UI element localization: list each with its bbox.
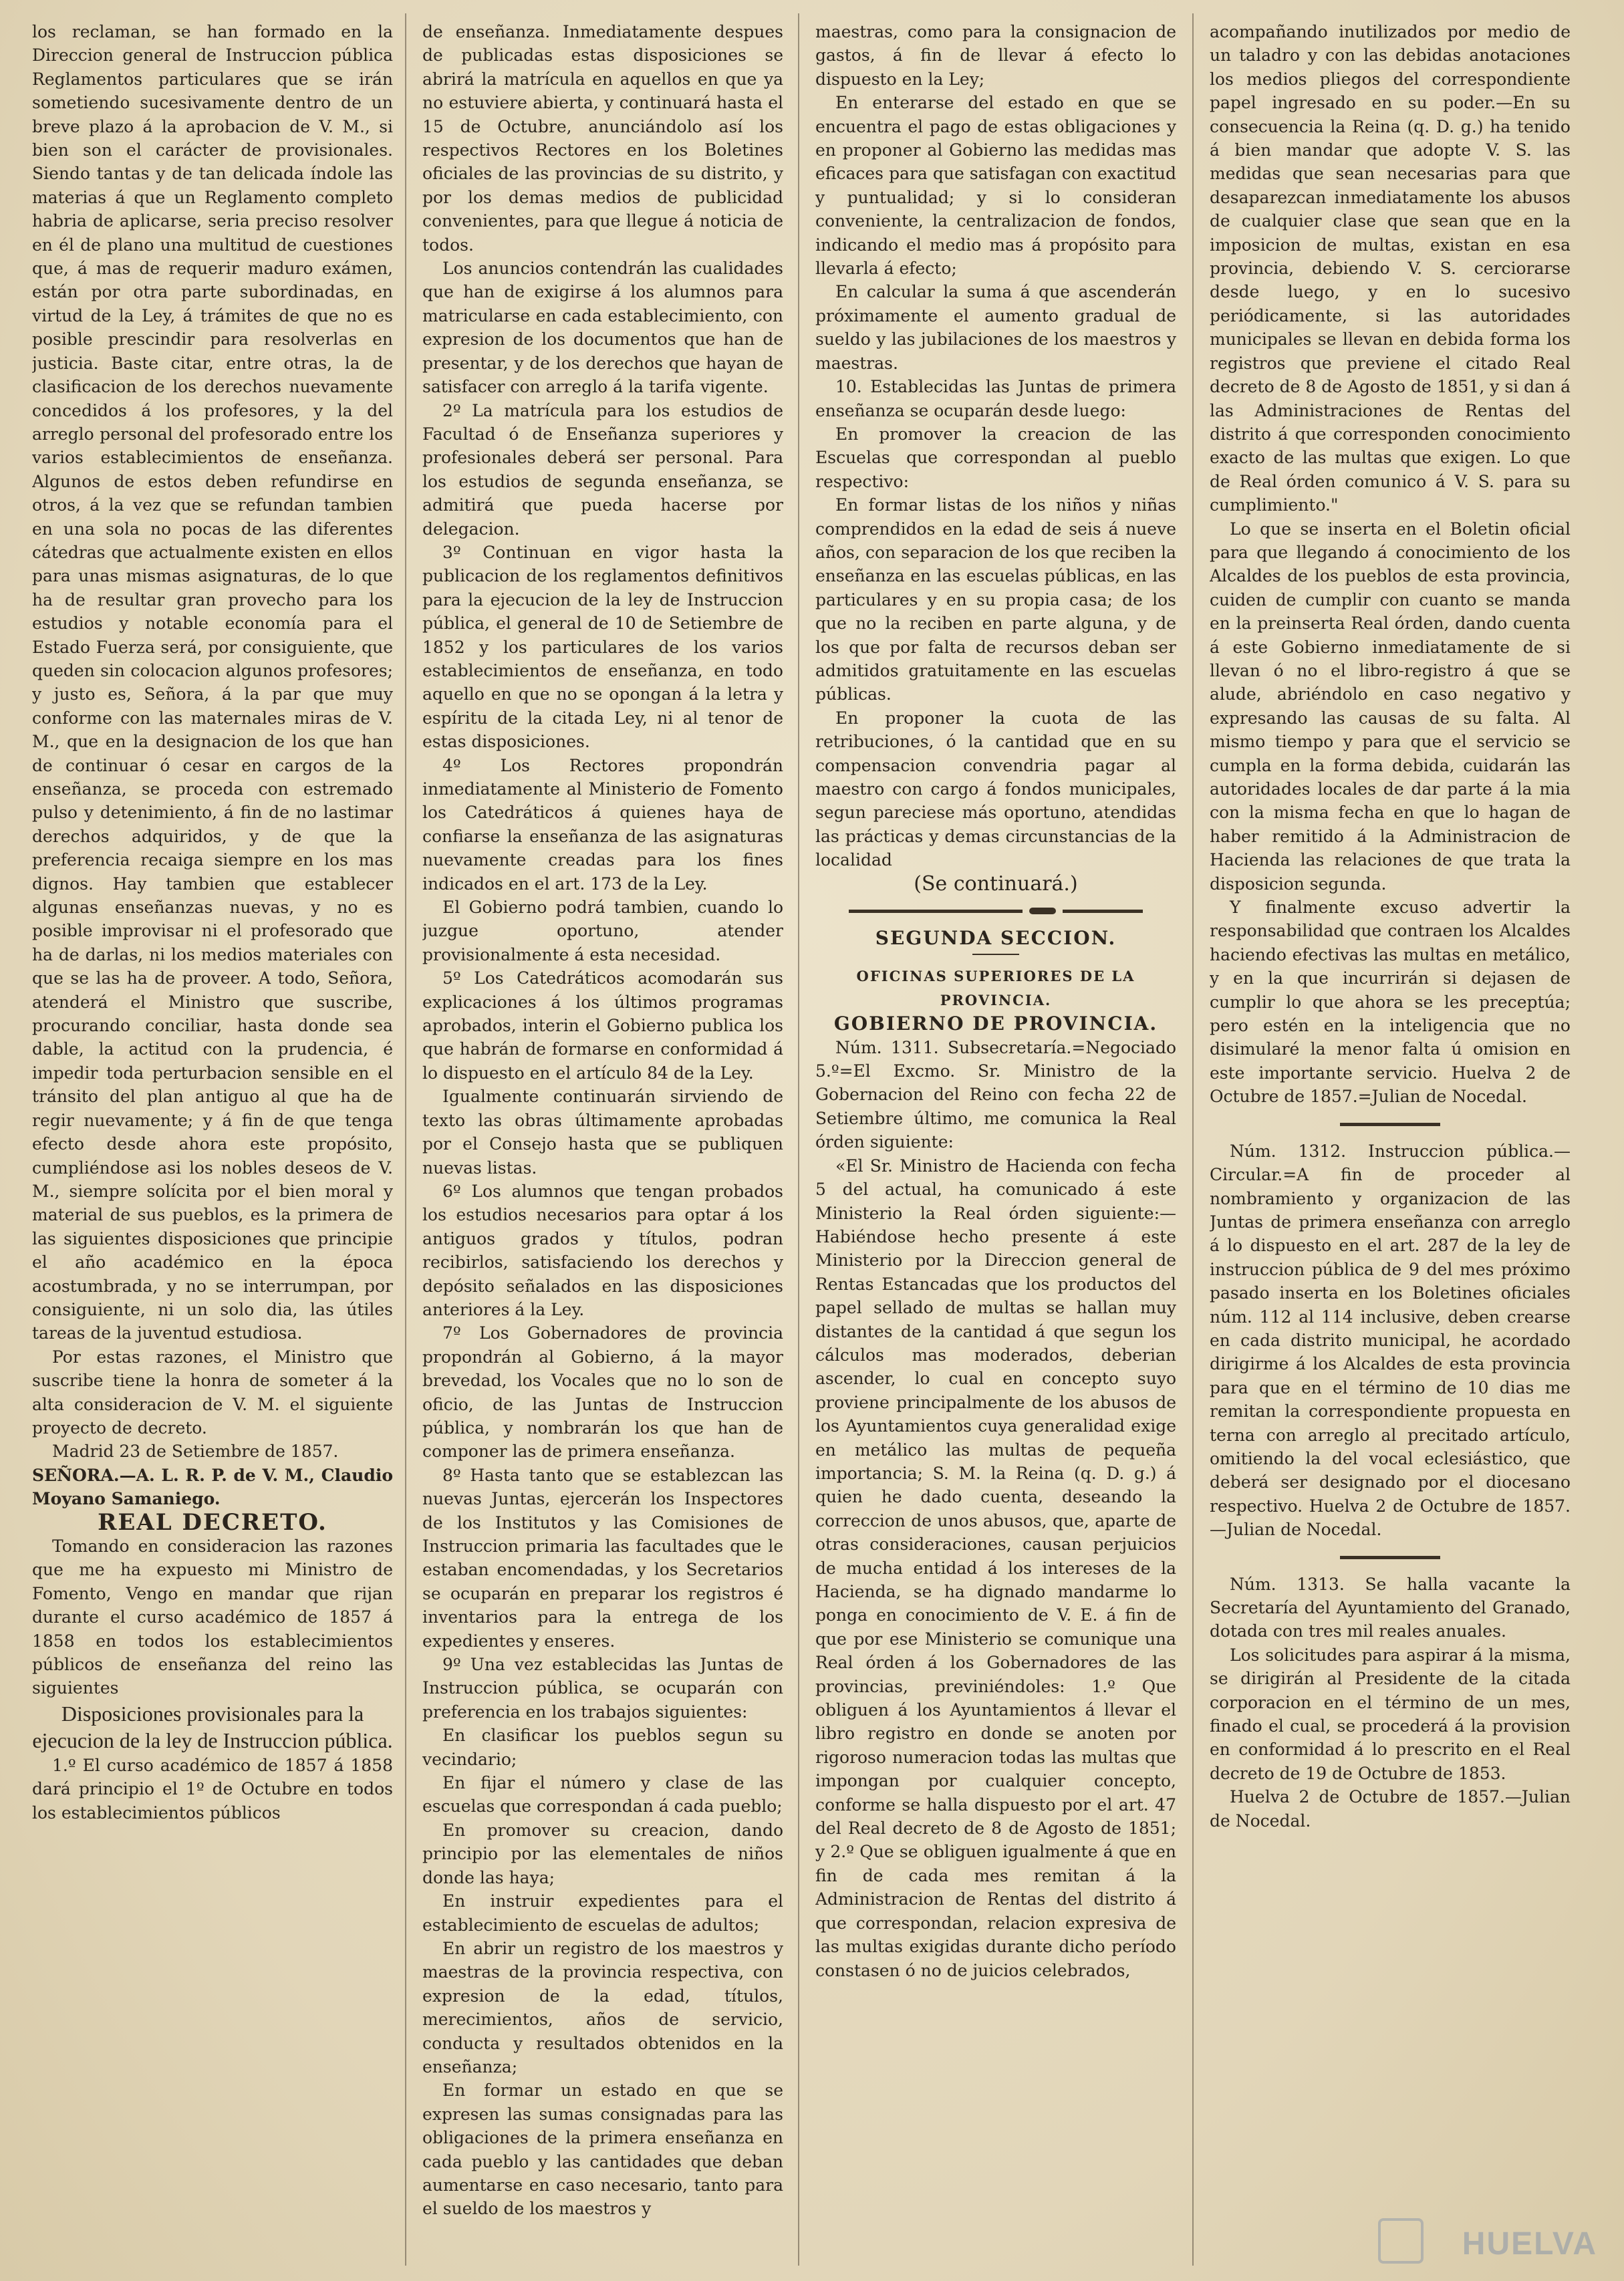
column-divider	[405, 13, 406, 2266]
paragraph: En proponer la cuota de las retribuciones, ó la cantidad que en su compensacion convendria pagar al maestro con cargo á fondos municipales, segun pareciese más oportuno, atendidas las prácticas y demas circunstancias de la localidad	[815, 708, 1176, 870]
paragraph: «El Sr. Ministro de Hacienda con fecha 5 del actual, ha comunicado á este Ministerio la Real órden siguiente:—Habiéndose hecho presente á este Ministerio por la Direccion general de Rentas Estancadas que los productos del papel sellado de multas se hallan muy distantes de la cantidad á que segun los cálculos mas moderados, deberian ascender, lo cual en concepto suyo proviene principalmente de los abusos de los Ayuntamientos cuya generalidad exige en metálico las multas de pequeña importancia; S. M. la Reina (q. D. g.) á quien he dado cuenta, deseando la correccion de unos abusos, que, aparte de otras consideraciones, causan perjuicios de mucha entidad á los intereses de la Hacienda, se ha dignado mandarme lo ponga en conocimiento de V. E. á fin de que por ese Ministerio se comunique una Real órden á los Gobernadores de las provincias, previniéndoles: 1.º Que obliguen á los Ayuntamientos á llevar el libro registro en donde se anoten por rigoroso numeracion todas las multas que impongan por cualquier concepto, conforme se halla dispuesto por el art. 47 del Real decreto de 8 de Agosto de 1851; y 2.º Que se obliguen igualmente á que en fin de cada mes remitan á la Administracion de Rentas del distrito á que correspondan, relacion expresiva de las multas exigidas durante dicho período constasen ó no de juicios celebrados,	[815, 1156, 1176, 1980]
paragraph: En clasificar los pueblos segun su vecindario;	[422, 1726, 783, 1769]
paragraph: 1.º El curso académico de 1857 á 1858 dará principio el 1º de Octubre en todos los establecimientos públicos	[32, 1755, 393, 1823]
paragraph: 10. Establecidas las Juntas de primera enseñanza se ocuparán desde luego:	[815, 377, 1176, 420]
paragraph: 2º La matrícula para los estudios de Facultad ó de Enseñanza superiores y profesionales deberá ser personal. Para los estudios de segunda enseñanza, se admitirá que pueda hacerse por delegacion.	[422, 400, 783, 539]
subheading: GOBIERNO DE PROVINCIA.	[833, 1013, 1158, 1035]
paragraph: 3º Continuan en vigor hasta la publicacion de los reglamentos definitivos para la ejecucion de la ley de Instruccion pública, el general de 10 de Setiembre de 1852 y los particulares de los varios establecimientos de enseñanza, en todo aquello en que no se opongan á la letra y espíritu de la citada Ley, ni al tenor de estas disposiciones.	[422, 542, 783, 752]
paragraph: En formar listas de los niños y niñas comprendidos en la edad de seis á nueve años, con separacion de los que reciben la enseñanza en las escuelas públicas, en las particulares y en su propia casa; de los que no la reciben en parte alguna, y de los que por falta de recursos deban ser admitidos gratuitamente en las escuelas públicas.	[815, 495, 1176, 704]
paragraph: Igualmente continuarán sirviendo de texto las obras últimamente aprobadas por el Consejo hasta que se publiquen nuevas listas.	[422, 1087, 783, 1178]
paragraph: En promover su creacion, dando principio por las elementales de niños donde las haya;	[422, 1820, 783, 1887]
paragraph: 4º Los Rectores propondrán inmediatamente al Ministerio de Fomento los Catedráticos á quienes haya de confiarse la enseñanza de las asignaturas nuevamente creadas para los fines indicados en el art. 173 de la Ley.	[422, 755, 783, 894]
column-3	[815, 20, 1176, 2259]
column-2	[422, 20, 783, 2259]
paragraph: En instruir expedientes para el establecimiento de escuelas de adultos;	[422, 1891, 783, 1935]
paragraph: los reclaman, se han formado en la Direccion general de Instruccion pública Reglamentos particulares que se irán sometiendo sucesivamente dentro de un breve plazo á la aprobacion de V. M., si bien son el carácter de provisionales. Siendo tantas y de tan delicada índole las materias á que un Reglamento completo habria de aplicarse, seria preciso resolver en él de plano una multitud de cuestiones que, á mas de requerir maduro exámen, están por otra parte subordinadas, en virtud de la Ley, á trámites de que no es posible prescindir para resolverlas en justicia. Baste citar, entre otras, la de clasificacion de los derechos nuevamente concedidos á los profesores, y la del arreglo personal del profesorado entre los varios establecimientos de enseñanza. Algunos de estos deben refundirse en otros, á la vez que se refundan tambien en una sola no pocas de las diferentes cátedras que actualmente existen en ellos para unas mismas asignaturas, de lo que ha de resultar gran provecho para los estudios y notable economía para el Estado Fuerza será, por consiguiente, que queden sin colocacion algunos profesores; y justo es, Señora, á la par que muy conforme con las maternales miras de V. M., que en la designacion de los que han de continuar ó cesar en cargos de la enseñanza, se proceda con estremado pulso y detenimiento, á fin de no lastimar derechos adquiridos, y de que la preferencia recaiga siempre en los mas dignos. Hay tambien que establecer algunas enseñanzas nuevas, y no es posible improvisar ni el profesorado que ha de darlas, ni los medios materiales con que se las ha de proveer. A todo, Señora, atenderá el Ministro que suscribe, procurando conciliar, hasta donde sea dable, la actitud con la prudencia, é impedir toda perturbacion sensible en el tránsito del plan antiguo al que ha de regir nuevamente; y á fin de que tenga efecto desde ahora este propósito, cumpliéndose asi los nobles deseos de V. M., siempre solícita por el bien moral y material de sus pueblos, es la primera de las siguientes disposiciones que principie el año académico en la época acostumbrada, y no se interrumpan, por consiguiente, ni un solo dia, las útiles tareas de la juventud estudiosa.	[32, 22, 393, 1343]
subheading: OFICINAS SUPERIORES DE LA PROVINCIA.	[856, 968, 1135, 1009]
paragraph: Huelva 2 de Octubre de 1857.—Julian de Nocedal.	[1210, 1787, 1571, 1831]
short-rule	[972, 954, 1019, 955]
column-1	[32, 20, 393, 2259]
paragraph: En promover la creacion de las Escuelas que correspondan al pueblo respectivo:	[815, 424, 1176, 491]
date-line: Madrid 23 de Setiembre de 1857.	[52, 1442, 339, 1462]
paragraph: 5º Los Catedráticos acomodarán sus explicaciones á los últimos programas aprobados, interin el Gobierno publica los que habrán de formarse en conformidad á lo dispuesto en el artículo 84 de la Ley.	[422, 968, 783, 1083]
column-divider	[798, 13, 799, 2266]
paragraph: Tomando en consideracion las razones que me ha expuesto mi Ministro de Fomento, Vengo en mandar que rijan durante el curso académico de 1857 á 1858 en todos los establecimientos públicos de enseñanza del reino las siguientes	[32, 1536, 393, 1698]
paragraph: En fijar el número y clase de las escuelas que correspondan á cada pueblo;	[422, 1773, 783, 1817]
watermark: HUELVA	[1462, 2226, 1597, 2262]
ornament-rule	[1340, 1121, 1440, 1127]
column-4	[1210, 20, 1571, 2259]
continuation-note: (Se continuará.)	[914, 871, 1078, 896]
paragraph: Por estas razones, el Ministro que suscribe tiene la honra de someter á la alta consideracion de V. M. el siguiente proyecto de decreto.	[32, 1347, 393, 1438]
paragraph: En calcular la suma á que ascenderán próximamente el aumento gradual de sueldo y las jubilaciones de los maestros y maestras.	[815, 282, 1176, 373]
ornament-rule	[849, 908, 1143, 914]
signature: SEÑORA.—A. L. R. P. de V. M., Claudio Moyano Samaniego.	[32, 1465, 393, 1509]
paragraph: maestras, como para la consignacion de gastos, á fin de llevar á efecto lo dispuesto en la Ley;	[815, 22, 1176, 89]
subsection-title: Disposiciones provisionales para la ejecucion de la ley de Instruccion pública.	[32, 1701, 393, 1752]
paragraph: En formar un estado en que se expresen las sumas consignadas para las obligaciones de la primera enseñanza en cada pueblo y las cantidades que deban aumentarse en caso necesario, tanto para el sueldo de los maestros y	[422, 2081, 783, 2219]
paragraph: 8º Hasta tanto que se establezcan las nuevas Juntas, ejercerán los Inspectores de los Institutos y las Comisiones de Instruccion primaria las facultades que le estaban encomendadas, y los Secretarios se ocuparán en preparar los registros é inventarios para la entrega de los expedientes y enseres.	[422, 1465, 783, 1651]
paragraph: 7º Los Gobernadores de provincia propondrán al Gobierno, á la mayor brevedad, los Vocales que no lo son de oficio, de las Juntas de Instruccion pública, y nombrarán los que han de componer las de primera enseñanza.	[422, 1323, 783, 1462]
paragraph: En abrir un registro de los maestros y maestras de la provincia respectiva, con expresion de la edad, títulos, merecimientos, años de servicio, conducta y resultados obtenidos en la enseñanza;	[422, 1938, 783, 2076]
paragraph: Núm. 1313. Se halla vacante la Secretaría del Ayuntamiento del Granado, dotada con tres mil reales anuales.	[1210, 1574, 1571, 1641]
paragraph: En enterarse del estado en que se encuentra el pago de estas obligaciones y en proponer al Gobierno las medidas mas eficaces para que satisfagan con exactitud y puntualidad; y si lo consideran conveniente, la centralizacion de fondos, indicando el medio mas á propósito para llevarla á efecto;	[815, 93, 1176, 279]
paragraph: acompañando inutilizados por medio de un taladro y con las debidas anotaciones los medios pliegos del correspondiente papel ingresado en su poder.—En su consecuencia la Reina (q. D. g.) ha tenido á bien mandar que adopte V. S. las medidas que sean necesarias para que desaparezcan inmediatamente los abusos de cualquier clase que sean que en la imposicion de multas, existan en esa provincia, debiendo V. S. cerciorarse desde luego, y en lo sucesivo periódicamente, si las autoridades municipales se llevan en debida forma los registros que previene el citado Real decreto de 8 de Agosto de 1851, y si dan á las Administraciones de Rentas del distrito á que corresponden conocimiento exacto de las multas que exigen. Lo que de Real órden comunico á V. S. para su cumplimiento."	[1210, 22, 1571, 515]
paragraph: Núm. 1312. Instruccion pública.—Circular.=A fin de proceder al nombramiento y organizacion de las Juntas de primera enseñanza con arreglo á lo dispuesto en el art. 287 de la ley de instruccion pública de 9 del mes próximo pasado inserta en los Boletines oficiales núm. 112 al 114 inclusive, deben crearse en cada distrito municipal, he acordado dirigirme á los Alcaldes de esta provincia para que en el término de 10 dias me remitan la correspondiente propuesta en terna con arreglo al precitado artículo, omitiendo la del vocal eclesiástico, que deberá ser designado por el diocesano respectivo. Huelva 2 de Octubre de 1857.—Julian de Nocedal.	[1210, 1141, 1571, 1540]
paragraph: El Gobierno podrá tambien, cuando lo juzgue oportuno, atender provisionalmente á esta necesidad.	[422, 898, 783, 964]
paragraph: Los anuncios contendrán las cualidades que han de exigirse á los alumnos para matricularse en cada establecimiento, con expresion de los documentos que han de presentar, y de los derechos que hayan de satisfacer con arreglo á la tarifa vigente.	[422, 259, 783, 397]
section-heading: SEGUNDA SECCION.	[875, 927, 1117, 950]
ornament-rule	[1340, 1554, 1440, 1561]
paragraph: Núm. 1311. Subsecretaría.=Negociado 5.º=El Excmo. Sr. Ministro de la Gobernacion del Reino con fecha 22 de Setiembre último, me comunica la Real órden siguiente:	[815, 1037, 1176, 1152]
paragraph: 6º Los alumnos que tengan probados los estudios necesarios para optar á los antiguos grados y títulos, podran recibirlos, satisfaciendo los derechos y depósito señalados en las disposiciones anteriores á la Ley.	[422, 1181, 783, 1319]
paragraph: de enseñanza. Inmediatamente despues de publicadas estas disposiciones se abrirá la matrícula en aquellos en que ya no estuviere abierta, y continuará hasta el 15 de Octubre, anunciándolo así los respectivos Rectores en los Boletines oficiales de las provincias de su distrito, y por los demas medios de publicidad convenientes, para que llegue á noticia de todos.	[422, 22, 783, 255]
section-heading: REAL DECRETO.	[98, 1508, 327, 1536]
paragraph: Los solicitudes para aspirar á la misma, se dirigirán al Presidente de la citada corporacion en el término de un mes, finado el cual, se procederá á la provision en conformidad á lo prescrito en el Real decreto de 19 de Octubre de 1853.	[1210, 1645, 1571, 1783]
paragraph: 9º Una vez establecidas las Juntas de Instruccion pública, se ocuparán con preferencia en los trabajos siguientes:	[422, 1655, 783, 1722]
library-logo-icon	[1378, 2218, 1424, 2264]
column-divider	[1192, 13, 1194, 2266]
paragraph: Y finalmente excuso advertir la responsabilidad que contraen los Alcaldes haciendo efectivas las multas en metálico, y en la que incurrirán si dejasen de cumplir lo que ahora se les preceptúa; pero estén en la inteligencia que no disimularé la menor falta ú omision en este importante servicio. Huelva 2 de Octubre de 1857.=Julian de Nocedal.	[1210, 898, 1571, 1107]
paragraph: Lo que se inserta en el Boletin oficial para que llegando á conocimiento de los Alcaldes de los pueblos de esta provincia, cuiden de cumplir con cuanto se manda en la preinserta Real órden, dando cuenta á este Gobierno inmediatamente de si llevan ó no el libro-registro á que se alude, abriéndolo en caso negativo y expresando las causas de su falta. Al mismo tiempo y para que el servicio se cumpla en la forma debida, cuidarán las autoridades locales de dar parte á la mia con la misma fecha en que lo hagan de haber remitido á la Administracion de Hacienda las relaciones de que trata la disposicion segunda.	[1210, 519, 1571, 894]
